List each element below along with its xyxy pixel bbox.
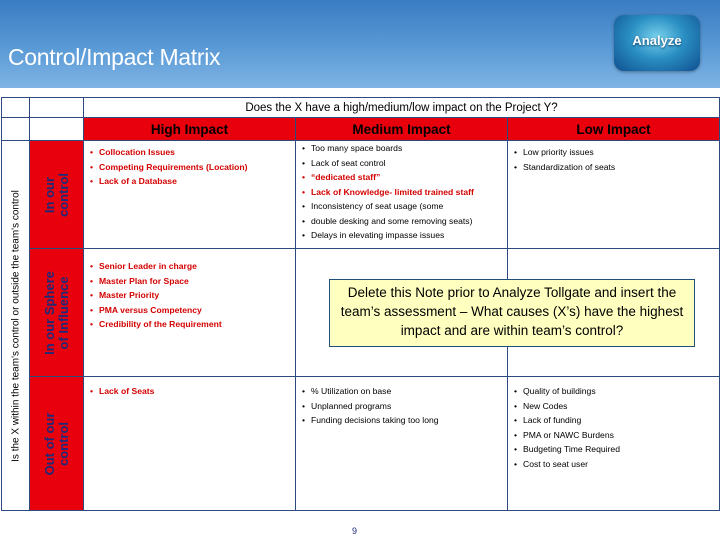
bullet-list [508, 377, 719, 471]
list-item: • Lack of funding [514, 413, 713, 428]
list-item: • Collocation Issues [90, 145, 289, 160]
bullet-list [296, 377, 507, 428]
column-header-low-impact: Low Impact [508, 118, 720, 141]
row-header-sphere-of-influence [30, 249, 84, 377]
control-question [2, 141, 30, 511]
corner-cell [30, 118, 84, 141]
list-item: • Funding decisions taking too long [302, 413, 501, 428]
list-item: • Lack of a Database [90, 174, 289, 189]
list-item: • Standardization of seats [514, 160, 713, 175]
cell-control-high [84, 141, 296, 249]
list-item: • Credibility of the Requirement [90, 317, 289, 332]
control-question-text: Is the X within the team's control or outside the team's control [10, 189, 21, 462]
row-label-line: Out of our [41, 412, 57, 475]
list-item: • Cost to seat user [514, 457, 713, 472]
row-label-line: control [55, 421, 71, 466]
list-item: • double desking and some removing seats) [302, 214, 501, 229]
cell-outside-medium [296, 377, 508, 511]
bullet-list [84, 249, 295, 332]
bullet-list [84, 141, 295, 189]
impact-question: Does the X have a high/medium/low impact on the Project Y? [84, 98, 720, 118]
list-item: • Senior Leader in charge [90, 259, 289, 274]
list-item: • Delays in elevating impasse issues [302, 228, 501, 243]
cell-control-medium [296, 141, 508, 249]
list-item: • Too many space boards [302, 141, 501, 156]
corner-cell [2, 98, 30, 118]
list-item: • Lack of Seats [90, 384, 289, 399]
row-label-line: In our [41, 176, 57, 213]
row-label-line: control [55, 172, 71, 217]
bullet-list [508, 141, 719, 174]
list-item: • “dedicated staff” [302, 170, 501, 185]
slide-header [0, 0, 720, 88]
row-header-out-of-control [30, 377, 84, 511]
list-item: • Quality of buildings [514, 384, 713, 399]
row-header-in-our-control [30, 141, 84, 249]
list-item: • PMA versus Competency [90, 303, 289, 318]
instruction-note[interactable]: Delete this Note prior to Analyze Tollgate and insert the team’s assessment – What causes (X’s) have the highest impact and are within team’s control? [329, 279, 695, 347]
list-item: • Lack of seat control [302, 156, 501, 171]
list-item: • Master Priority [90, 288, 289, 303]
cell-influence-high [84, 249, 296, 377]
list-item: • Competing Requirements (Location) [90, 160, 289, 175]
list-item: • Low priority issues [514, 145, 713, 160]
list-item: • Unplanned programs [302, 399, 501, 414]
column-header-high-impact: High Impact [84, 118, 296, 141]
analyze-badge-label: Analyze [632, 33, 682, 48]
bullet-list [84, 377, 295, 399]
list-item: • % Utilization on base [302, 384, 501, 399]
list-item: • Budgeting Time Required [514, 442, 713, 457]
page-number: 9 [352, 526, 358, 536]
row-label-line: In our Sphere [41, 270, 57, 355]
row-label-line: of Influence [55, 276, 71, 349]
column-header-medium-impact: Medium Impact [296, 118, 508, 141]
cell-control-low [508, 141, 720, 249]
slide-title: Control/Impact Matrix [8, 44, 221, 70]
list-item: • PMA or NAWC Burdens [514, 428, 713, 443]
bullet-list [296, 141, 507, 243]
cell-outside-high [84, 377, 296, 511]
list-item: • New Codes [514, 399, 713, 414]
list-item: • Master Plan for Space [90, 274, 289, 289]
analyze-badge [614, 15, 700, 71]
list-item: • Lack of Knowledge- limited trained staff [302, 185, 501, 200]
list-item: • Inconsistency of seat usage (some [302, 199, 501, 214]
corner-cell [2, 118, 30, 141]
corner-cell [30, 98, 84, 118]
cell-outside-low [508, 377, 720, 511]
